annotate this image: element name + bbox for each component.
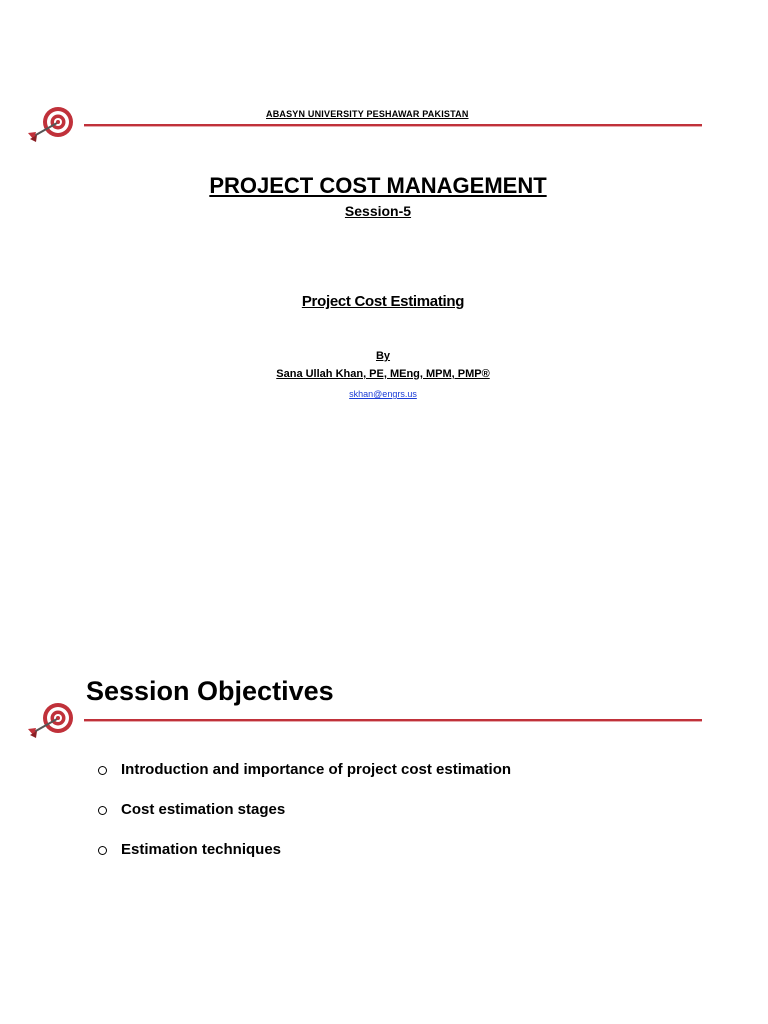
- bullet-icon: [98, 846, 107, 855]
- dart-target-icon: [24, 698, 76, 742]
- slide-subtitle: Project Cost Estimating: [301, 293, 465, 310]
- objectives-slide: [0, 640, 768, 1024]
- university-name: ABASYN UNIVERSITY PESHAWAR PAKISTAN: [266, 109, 469, 119]
- by-label: By: [375, 350, 391, 362]
- bullet-icon: [98, 766, 107, 775]
- author-email-link[interactable]: skhan@engrs.us: [349, 389, 417, 399]
- list-item: [98, 758, 511, 780]
- list-item: [98, 838, 511, 860]
- dart-target-icon: [24, 102, 76, 146]
- bullet-icon: [98, 806, 107, 815]
- slide-title: PROJECT COST MANAGEMENT: [209, 173, 547, 198]
- heading-rule: [84, 719, 702, 721]
- author-name: Sana Ullah Khan, PE, MEng, MPM, PMP®: [276, 368, 490, 380]
- objectives-list: [98, 758, 511, 878]
- objective-text: Cost estimation stages: [121, 800, 286, 818]
- objective-text: Introduction and importance of project cost estimation: [121, 760, 512, 778]
- header-rule: [84, 124, 702, 126]
- session-label: Session-5: [344, 203, 412, 219]
- list-item: [98, 798, 511, 820]
- objective-text: Estimation techniques: [121, 840, 282, 858]
- objectives-heading: Session Objectives: [86, 676, 334, 706]
